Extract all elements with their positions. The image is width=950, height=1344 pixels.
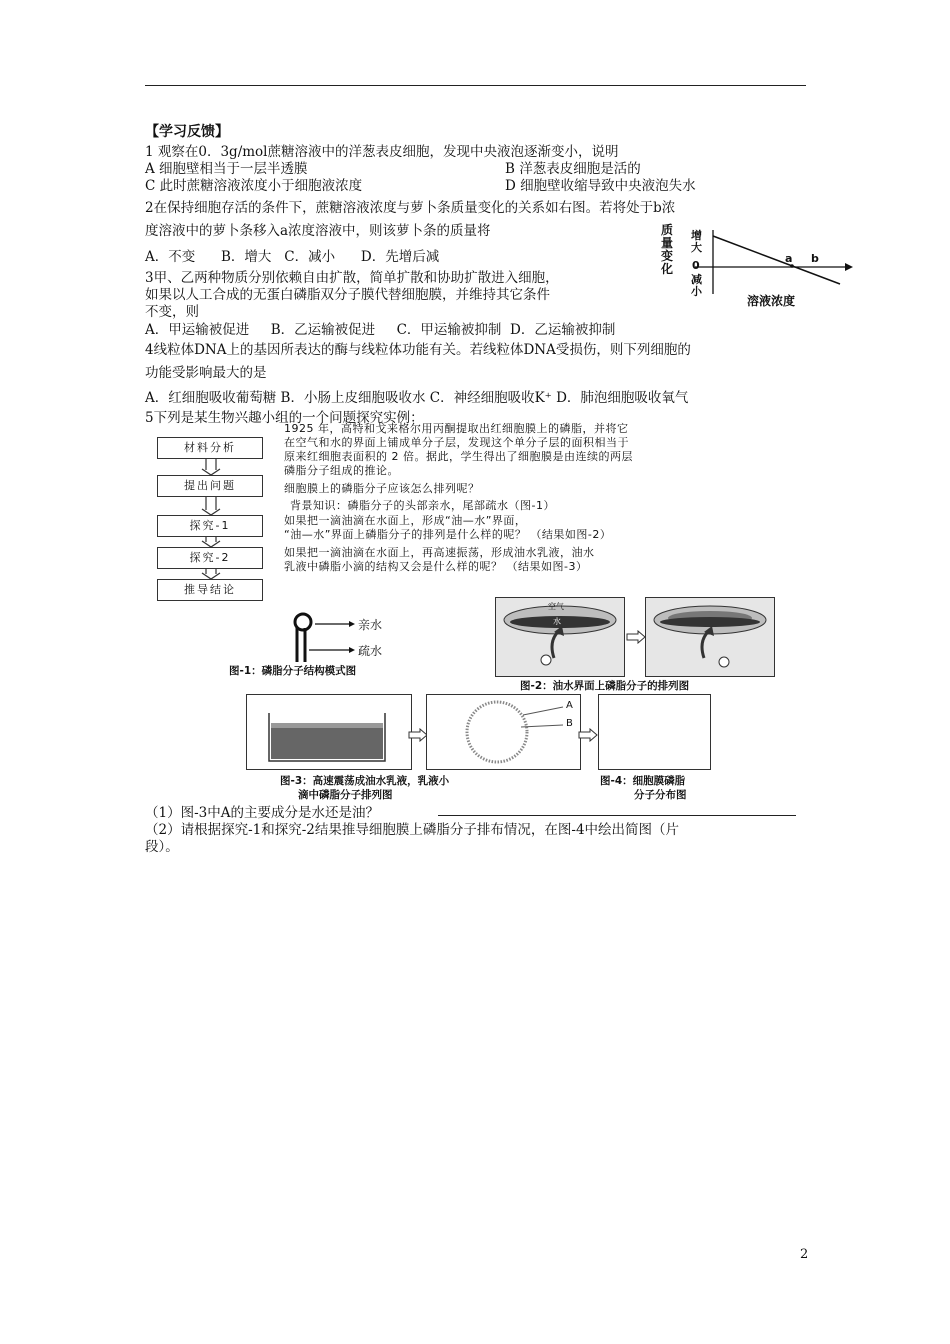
fig1-caption: 图-1：磷脂分子结构模式图: [229, 665, 357, 677]
q5-sub1: （1）图-3中A的主要成分是水还是油？: [145, 805, 379, 821]
fig3-label-a: A: [566, 700, 573, 711]
q1-stem: 1 观察在0．3g/mol蔗糖溶液中的洋葱表皮细胞，发现中央液泡逐渐变小，说明: [145, 144, 619, 160]
fig4-caption-line2: 分子分布图: [634, 789, 687, 801]
flow-step-4: 探究-2: [157, 547, 263, 569]
flow-step-2: 提出问题: [157, 475, 263, 497]
q5-sub2-line1: （2）请根据探究-1和探究-2结果推导细胞膜上磷脂分子排布情况，在图-4中绘出简图（片: [145, 822, 680, 838]
fig2-caption: 图-2：油水界面上磷脂分子的排列图: [520, 680, 690, 692]
inquiry-text-line: 如果把一滴油滴在水面上，形成“油—水”界面，: [284, 514, 527, 527]
fig2-water-label: 水: [553, 617, 561, 626]
fig3-caption-line2: 滴中磷脂分子排列图: [298, 789, 393, 801]
flow-step-1: 材料分析: [157, 437, 263, 459]
inquiry-text-line: 如果把一滴油滴在水面上，再高速振荡，形成油水乳液，油水: [284, 546, 595, 559]
fig3-droplet-panel: [426, 694, 581, 770]
q1-option-a: A 细胞壁相当于一层半透膜: [145, 161, 308, 177]
inquiry-text-line: 原来红细胞表面积的 2 倍。据此，学生得出了细胞膜是由连续的两层: [284, 450, 633, 463]
fig2-panel-right: [645, 597, 775, 677]
q4-line1: 4线粒体DNA上的基因所表达的酶与线粒体功能有关。若线粒体DNA受损伤，则下列细胞的: [145, 342, 691, 358]
fig3-beaker-panel: [246, 694, 412, 770]
q4-options: A．红细胞吸收葡萄糖 B．小肠上皮细胞吸收水 C．神经细胞吸收K⁺ D．肺泡细胞吸收氧气: [145, 390, 689, 406]
q5-sub1-answer-line[interactable]: [438, 815, 796, 816]
q3-line1: 3甲、乙两种物质分别依赖自由扩散，简单扩散和协助扩散进入细胞，: [145, 270, 559, 286]
q5-stem: 5下列是某生物兴趣小组的一个问题探究实例：: [145, 410, 424, 426]
fig2-arrow-icon: [626, 630, 646, 644]
flow-step-3: 探究-1: [157, 515, 263, 537]
concentration-mass-graph: [655, 222, 855, 312]
q2-options: A．不变 B．增大 C．减小 D．先增后减: [145, 249, 440, 265]
graph-increase-label: 增大: [691, 229, 702, 254]
q4-line2: 功能受影响最大的是: [145, 365, 267, 381]
graph-decrease-label: 减小: [691, 273, 702, 298]
header-rule: [145, 85, 806, 86]
fig4-arrow-icon: [578, 728, 598, 742]
phospholipid-molecule-icon: [285, 610, 405, 670]
q3-line2: 如果以人工合成的无蛋白磷脂双分子膜代替细胞膜，并维持其它条件: [145, 287, 550, 303]
fig4-caption-line1: 图-4：细胞膜磷脂: [600, 775, 686, 787]
graph-y-label: 质量变化: [661, 223, 674, 276]
graph-x-label: 溶液浓度: [747, 294, 796, 308]
fig1-hydrophilic-label: 亲水: [358, 618, 383, 632]
q2-line2: 度溶液中的萝卜条移入a浓度溶液中，则该萝卜条的质量将: [145, 223, 491, 239]
q5-sub2-line2: 段）。: [145, 839, 179, 855]
inquiry-text-line: 细胞膜上的磷脂分子应该怎么排列呢？: [284, 482, 480, 495]
fig4-blank-panel[interactable]: [598, 694, 711, 770]
graph-point-a: a: [785, 252, 793, 265]
inquiry-text-line: 磷脂分子组成的推论。: [284, 464, 399, 477]
graph-zero-label: 0: [692, 259, 700, 272]
page-number: 2: [800, 1247, 809, 1262]
inquiry-text-line: 在空气和水的界面上铺成单分子层，发现这个单分子层的面积相当于: [284, 436, 629, 449]
fig1-hydrophobic-label: 疏水: [358, 644, 383, 658]
inquiry-text-line: 背景知识：磷脂分子的头部亲水，尾部疏水（图-1）: [290, 499, 555, 512]
inquiry-text-line: “油—水”界面上磷脂分子的排列是什么样的呢？ （结果如图-2）: [284, 528, 612, 541]
section-title: 【学习反馈】: [145, 124, 229, 140]
emulsion-droplet-icon: [427, 695, 580, 769]
fig3-caption-line1: 图-3：高速震荡成油水乳液，乳液小: [280, 775, 450, 787]
inquiry-text-line: 1925 年，高特和戈来格尔用丙酮提取出红细胞膜上的磷脂，并将它: [284, 422, 629, 435]
inquiry-text-line: 乳液中磷脂小滴的结构又会是什么样的呢？ （结果如图-3）: [284, 560, 588, 573]
q3-options: A．甲运输被促进 B．乙运输被促进 C．甲运输被抑制 D．乙运输被抑制: [145, 322, 616, 338]
q1-option-b: B 洋葱表皮细胞是活的: [505, 161, 641, 177]
q1-option-d: D 细胞壁收缩导致中央液泡失水: [505, 178, 696, 194]
q2-line1: 2在保持细胞存活的条件下，蔗糖溶液浓度与萝卜条质量变化的关系如右图。若将处于b浓: [145, 200, 676, 216]
q1-option-c: C 此时蔗糖溶液浓度小于细胞液浓度: [145, 178, 363, 194]
fig3-label-b: B: [566, 718, 573, 729]
fig2-air-label: 空气: [548, 602, 564, 611]
flow-arrows: [196, 458, 226, 628]
q3-line3: 不变，则: [145, 304, 199, 320]
fig3-arrow-icon: [408, 728, 428, 742]
fig2-beaker-right: [646, 598, 774, 676]
flow-step-5: 推导结论: [157, 579, 263, 601]
fig3-beaker-icon: [247, 695, 411, 769]
graph-point-b: b: [811, 252, 819, 265]
